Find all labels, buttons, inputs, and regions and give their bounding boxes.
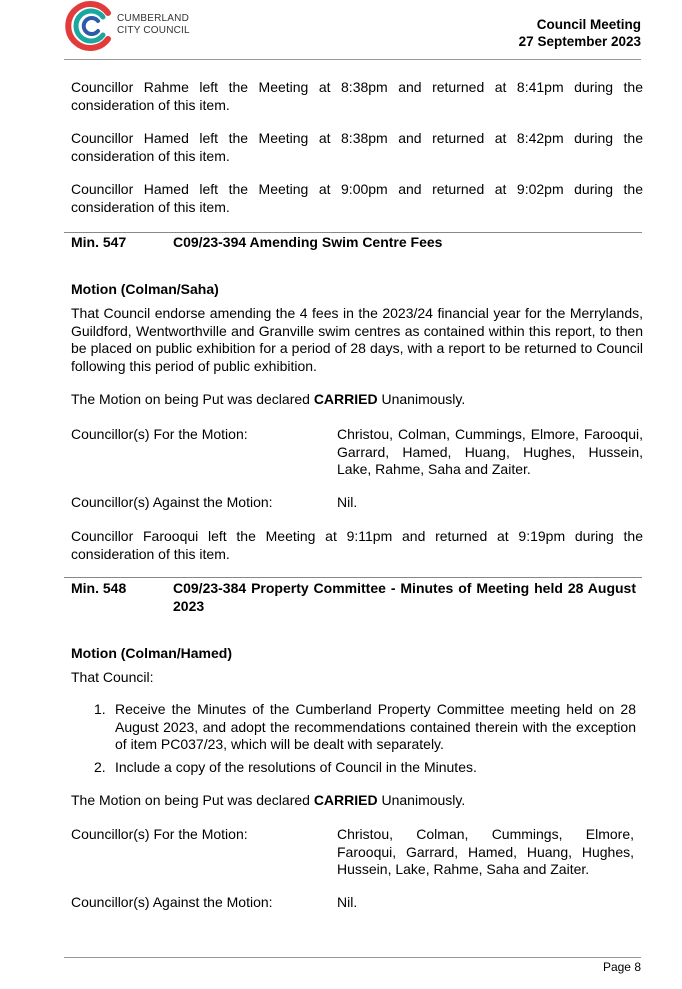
section-divider [64, 232, 642, 233]
resolution-list [71, 701, 636, 776]
page-number: Page 8 [602, 960, 641, 974]
minute-title: C09/23-394 Amending Swim Centre Fees [173, 234, 443, 250]
motion-548-result: The Motion on being Put was declared CARRIED Unanimously. [71, 792, 466, 808]
motion-547-body: That Council endorse amending the 4 fees in the 2023/24 financial year for the Merrylands, Guildford, Wentworthville and Granville swim centres as contained within this report, to then be placed on public exhibition for a period of 28 days, with a report to be returned to Council following this period of public exhibition. [71, 305, 643, 374]
for-motion-label: Councillor(s) For the Motion: [71, 426, 248, 442]
org-name [117, 13, 190, 37]
minute-number: Min. 548 [71, 580, 127, 596]
motion-547-result: The Motion on being Put was declared CARRIED Unanimously. [71, 391, 466, 407]
minute-number: Min. 547 [71, 234, 127, 250]
list-item: 2. Include a copy of the resolutions of Council in the Minutes. [94, 758, 477, 775]
intro-note-3: Councillor Hamed left the Meeting at 9:00pm and returned at 9:02pm during the consideration of this item. [71, 181, 643, 215]
against-motion-label: Councillor(s) Against the Motion: [71, 494, 273, 510]
minute-title: C09/23-384 Property Committee - Minutes of Meeting held 28 August 2023 [173, 580, 636, 614]
for-motion-names: Christou, Colman, Cummings, Elmore, Farooqui, Garrard, Hamed, Huang, Hughes, Hussein, Lake, Rahme, Saha and Zaiter. [337, 426, 643, 477]
meeting-info [519, 16, 641, 50]
motion-547-heading: Motion (Colman/Saha) [71, 281, 219, 297]
org-name-line2: CITY COUNCIL [117, 25, 190, 36]
against-motion-names: Nil. [337, 494, 358, 510]
carried-label: CARRIED [313, 391, 378, 407]
against-motion-label: Councillor(s) Against the Motion: [71, 894, 273, 910]
intro-note-2: Councillor Hamed left the Meeting at 8:38pm and returned at 8:42pm during the consideration of this item. [71, 130, 643, 164]
carried-label: CARRIED [313, 792, 378, 808]
org-name-line1: CUMBERLAND [117, 13, 190, 24]
page-header [0, 0, 682, 62]
header-divider [64, 59, 641, 60]
section-divider [64, 577, 642, 578]
minute-547-note: Councillor Farooqui left the Meeting at 9:11pm and returned at 9:19pm during the consideration of this item. [71, 528, 643, 562]
meeting-date: 27 September 2023 [518, 34, 641, 49]
motion-548-intro: That Council: [71, 669, 154, 685]
intro-note-1: Councillor Rahme left the Meeting at 8:38pm and returned at 8:41pm during the consideration of this item. [71, 79, 643, 113]
meeting-title: Council Meeting [536, 17, 641, 32]
against-motion-names: Nil. [337, 894, 358, 910]
list-item: 1. Receive the Minutes of the Cumberland Property Committee meeting held on 28 August 2023, and adopt the recommendations contained therein with the exception of item PC037/23, which will be dealt with separately. [94, 701, 636, 752]
for-motion-label: Councillor(s) For the Motion: [71, 826, 248, 842]
footer-divider [64, 957, 641, 958]
motion-548-heading: Motion (Colman/Hamed) [71, 645, 232, 661]
for-motion-names: Christou, Colman, Cummings, Elmore, Farooqui, Garrard, Hamed, Huang, Hughes, Hussein, Lake, Rahme, Saha and Zaiter. [337, 826, 634, 877]
cumberland-logo-icon [64, 0, 116, 52]
